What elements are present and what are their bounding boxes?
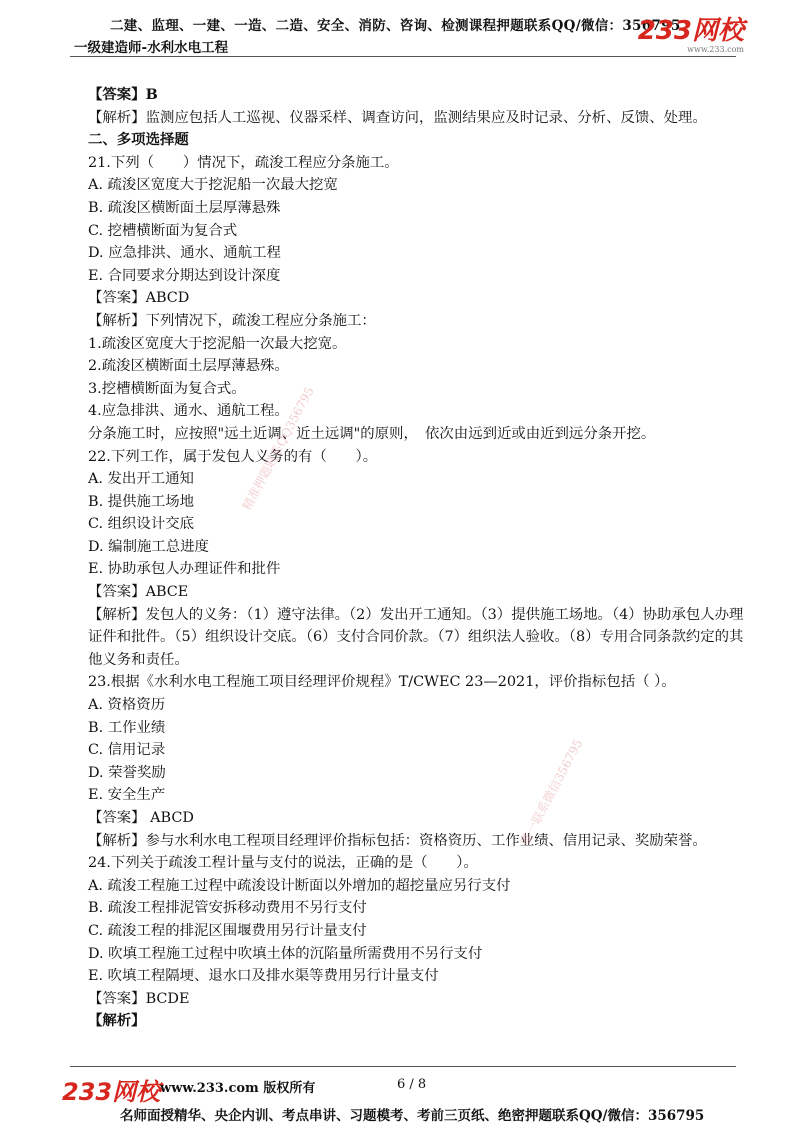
analysis-24: 【解析】 xyxy=(88,1012,146,1030)
question-22: 22.下列工作，属于发包人义务的有（ ）。 xyxy=(88,448,378,465)
analysis-21-item: 2.疏浚区横断面土层厚薄悬殊。 xyxy=(88,358,289,375)
q21-option-c: C. 挖槽横断面为复合式 xyxy=(88,222,238,239)
q23-option-c: C. 信用记录 xyxy=(88,742,166,759)
analysis-20: 【解析】监测应包括人工巡视、仪器采样、调查访问，监测结果应及时记录、分析、反馈、处理。 xyxy=(88,109,707,126)
q22-option-d: D. 编制施工总进度 xyxy=(88,538,209,555)
header-divider xyxy=(70,56,736,57)
logo-text: 233网校 xyxy=(637,16,744,46)
q24-option-d: D. 吹填工程施工过程中吹填土体的沉陷量所需费用不另行支付 xyxy=(88,945,483,962)
q22-option-c: C. 组织设计交底 xyxy=(88,516,194,533)
q22-option-a: A. 发出开工通知 xyxy=(88,471,194,488)
question-21: 21.下列（ ）情况下，疏浚工程应分条施工。 xyxy=(88,154,399,171)
analysis-21: 【解析】下列情况下，疏浚工程应分条施工： xyxy=(88,312,376,329)
q23-option-b: B. 工作业绩 xyxy=(88,719,166,736)
q22-option-b: B. 提供施工场地 xyxy=(88,493,195,510)
analysis-21-item: 3.挖槽横断面为复合式。 xyxy=(88,380,246,397)
q23-option-d: D. 荣誉奖励 xyxy=(88,764,166,781)
analysis-23: 【解析】参与水利水电工程项目经理评价指标包括：资格资历、工作业绩、信用记录、奖励荣誉。 xyxy=(88,832,707,849)
q23-option-e: E. 安全生产 xyxy=(88,787,166,804)
header-contact-line: 二建、监理、一建、一造、二造、安全、消防、咨询、检测课程押题联系QQ/微信：356795 xyxy=(110,18,681,34)
question-23: 23.根据《水利水电工程施工项目经理评价规程》T/CWEC 23—2021，评价指标包括（ ）。 xyxy=(88,674,676,691)
answer-21: 【答案】ABCD xyxy=(88,290,190,307)
header-subtitle: 一级建造师-水利水电工程 xyxy=(74,40,229,56)
q24-option-c: C. 疏浚工程的排泥区围堰费用另行计量支付 xyxy=(88,922,367,939)
watermark-wechat: 唯一联系微信356795 xyxy=(517,736,586,848)
q24-option-e: E. 吹填工程隔埂、退水口及排水渠等费用另行计量支付 xyxy=(88,968,439,985)
q21-option-e: E. 合同要求分期达到设计深度 xyxy=(88,267,281,284)
q22-option-e: E. 协助承包人办理证件和批件 xyxy=(88,561,281,578)
q21-option-d: D. 应急排洪、通水、通航工程 xyxy=(88,245,281,262)
answer-23: 【答案】 ABCD xyxy=(88,810,194,826)
q24-option-a: A. 疏浚工程施工过程中疏浚设计断面以外增加的超挖量应另行支付 xyxy=(88,877,511,894)
answer-22: 【答案】ABCE xyxy=(88,584,189,601)
q21-option-a: A. 疏浚区宽度大于挖泥船一次最大挖宽 xyxy=(88,177,338,194)
logo-url: www.233.com xyxy=(687,45,744,54)
footer-contact-line: 名师面授精华、央企内训、考点串讲、习题模考、考前三页纸、绝密押题联系QQ/微信：356795 xyxy=(120,1108,705,1124)
document-body xyxy=(88,84,748,1033)
header-logo xyxy=(638,18,744,54)
answer-24: 【答案】BCDE xyxy=(88,990,190,1007)
footer-logo: 233网校 xyxy=(62,1078,161,1106)
page-number: 6 / 8 xyxy=(397,1077,427,1092)
analysis-21-note: 分条施工时，应按照"远土近调、近土远调"的原则， 依次由远到近或由近到远分条开挖。 xyxy=(88,425,656,442)
question-24: 24.下列关于疏浚工程计量与支付的说法，正确的是（ ）。 xyxy=(88,855,478,872)
q24-option-b: B. 疏浚工程排泥管安拆移动费用不另行支付 xyxy=(88,900,367,917)
q21-option-b: B. 疏浚区横断面土层厚薄悬殊 xyxy=(88,199,281,216)
watermark-qq: 精准押题联系QQ356795 xyxy=(239,384,317,513)
analysis-21-item: 4.应急排洪、通水、通航工程。 xyxy=(88,403,289,420)
analysis-22: 【解析】发包人的义务：（1）遵守法律。（2）发出开工通知。（3）提供施工场地。（4）协助承包人办理证件和批件。（5）组织设计交底。（6）支付合同价款。（7）组织法人验收。（8）专用合同条款约定的其他义务和责任。 xyxy=(88,606,744,668)
q23-option-a: A. 资格资历 xyxy=(88,697,166,714)
footer-divider xyxy=(70,1066,736,1067)
section-heading: 二、多项选择题 xyxy=(88,131,189,149)
footer-site: www.233.com 版权所有 xyxy=(160,1081,316,1096)
analysis-21-item: 1.疏浚区宽度大于挖泥船一次最大挖宽。 xyxy=(88,335,347,352)
answer-20: 【答案】B xyxy=(88,86,158,103)
